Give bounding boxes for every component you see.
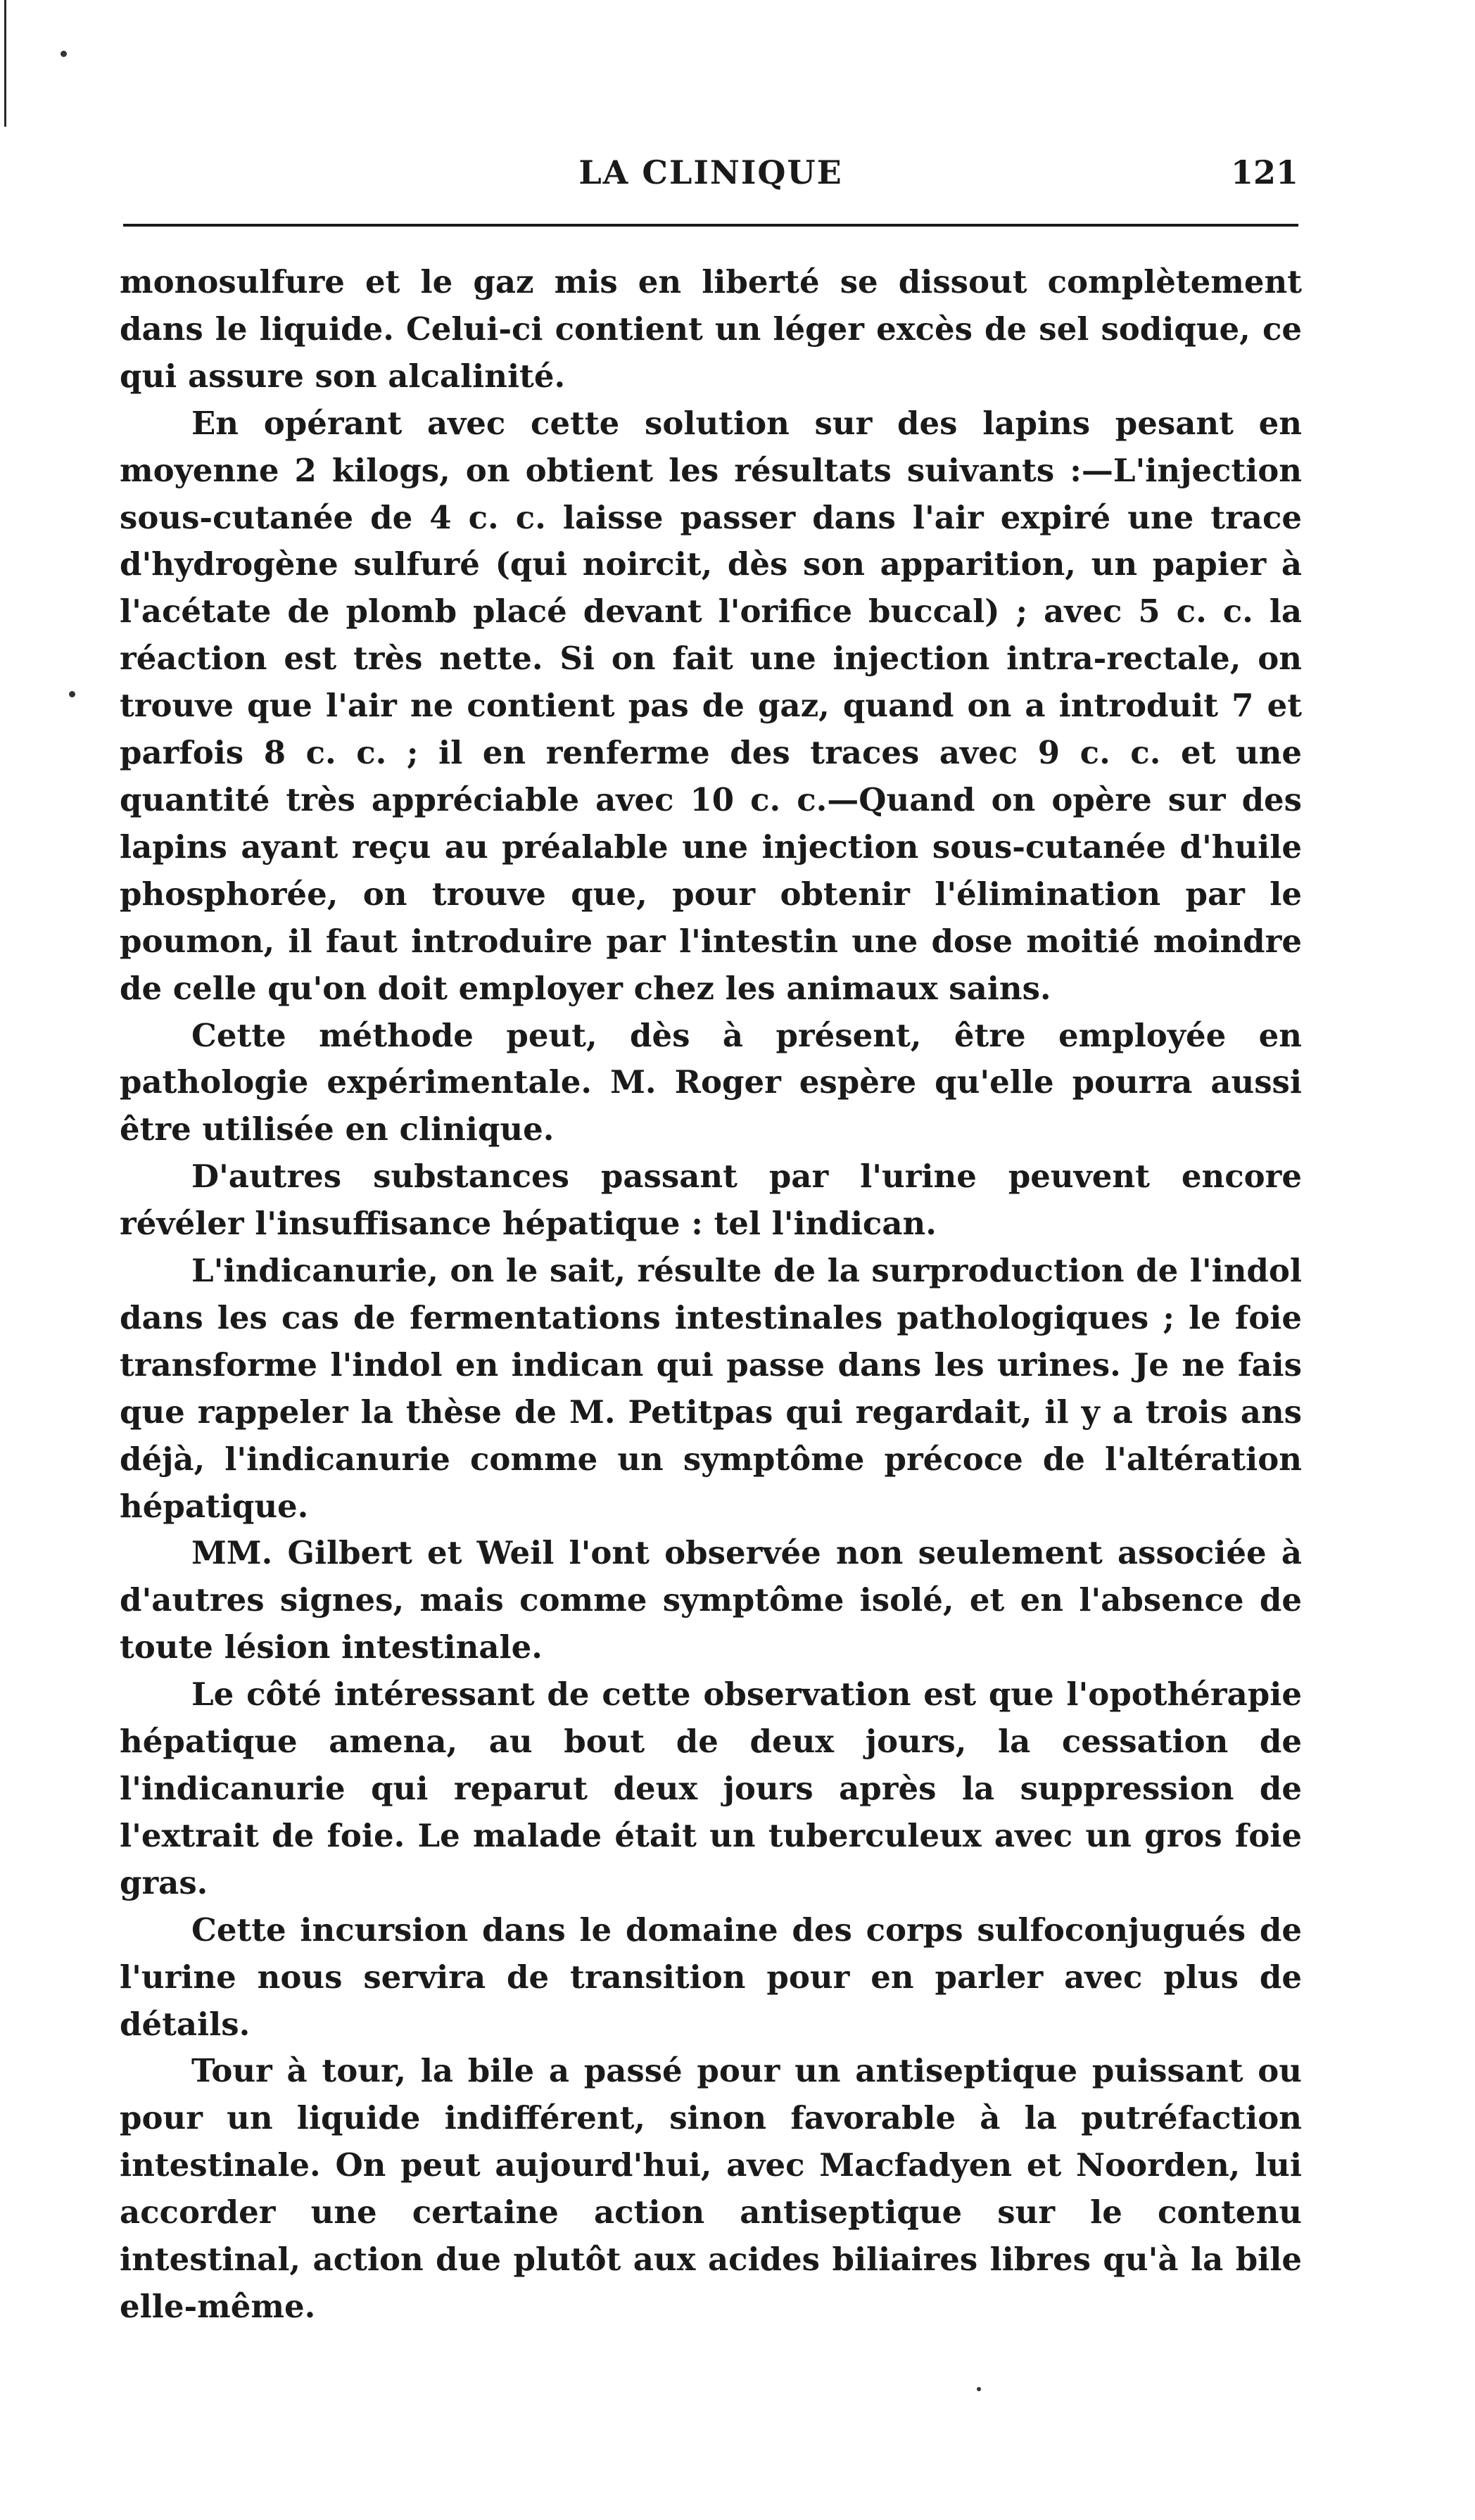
running-head (123, 153, 1298, 203)
paragraph: MM. Gilbert et Weil l'ont observée non seulement associée à d'autres signes, mais comme symptôme isolé, et en l'absence de toute lésion intestinale. (120, 1534, 1302, 1666)
paragraph: Cette méthode peut, dès à présent, être employée en pathologie expérimentale. M. Roger espère qu'elle pourra aussi être utilisée en clinique. (120, 1016, 1302, 1148)
paragraph: monosulfure et le gaz mis en liberté se dissout complètement dans le liquide. Celui-ci contient un léger excès de sel sodique, ce qui assure son alcalinité. (120, 263, 1302, 395)
paragraph: L'indicanurie, on le sait, résulte de la surproduction de l'indol dans les cas de fermentations intestinales pathologiques ; le foie transforme l'indol en indican qui passe dans les urines. Je ne fais que rappeler la thèse de M. Petitpas qui regardait, il y a trois ans déjà, l'indicanurie comme un symptôme précoce de l'altération hépatique. (120, 1252, 1302, 1525)
paragraph: Le côté intéressant de cette observation est que l'opothérapie hépatique amena, au bout de deux jours, la cessation de l'indicanurie qui reparut deux jours après la suppression de l'extrait de foie. Le malade était un tuberculeux avec un gros foie gras. (120, 1676, 1302, 1901)
paragraph: En opérant avec cette solution sur des lapins pesant en moyenne 2 kilogs, on obtient les résultats suivants :—L'injection sous-cutanée de 4 c. c. laisse passer dans l'air expiré une trace d'hydrogène sulfuré (qui noircit, dès son apparition, un papier à l'acétate de plomb placé devant l'orifice buccal) ; avec 5 c. c. la réaction est très nette. Si on fait une injection intra-rectale, on trouve que l'air ne contient pas de gaz, quand on a introduit 7 et parfois 8 c. c. ; il en renferme des traces avec 9 c. c. et une quantité très appréciable avec 10 c. c.—Quand on opère sur des lapins ayant reçu au préalable une injection sous-cutanée d'huile phosphorée, on trouve que, pour obtenir l'élimination par le poumon, il faut introduire par l'intestin une dose moitié moindre de celle qu'on doit employer chez les animaux sains. (120, 404, 1302, 1007)
paragraph: Cette incursion dans le domaine des corps sulfoconjugués de l'urine nous servira de transition pour en parler avec plus de détails. (120, 1911, 1302, 2043)
scan-speck (69, 691, 75, 697)
body-text (120, 259, 1302, 2331)
scan-speck (61, 51, 67, 57)
scan-speck (977, 2387, 981, 2391)
running-title: LA CLINIQUE (578, 153, 843, 191)
header-rule (123, 224, 1298, 227)
paragraph: Tour à tour, la bile a passé pour un antiseptique puissant ou pour un liquide indifférent, sinon favorable à la putréfaction intestinale. On peut aujourd'hui, avec Macfadyen et Noorden, lui accorder une certaine action antiseptique sur le contenu intestinal, action due plutôt aux acides biliaires libres qu'à la bile elle-même. (120, 2052, 1302, 2325)
paragraph: D'autres substances passant par l'urine peuvent encore révéler l'insuffisance hépatique : tel l'indican. (120, 1158, 1302, 1243)
page-number: 121 (1230, 153, 1298, 191)
scan-edge-mark (4, 0, 6, 127)
